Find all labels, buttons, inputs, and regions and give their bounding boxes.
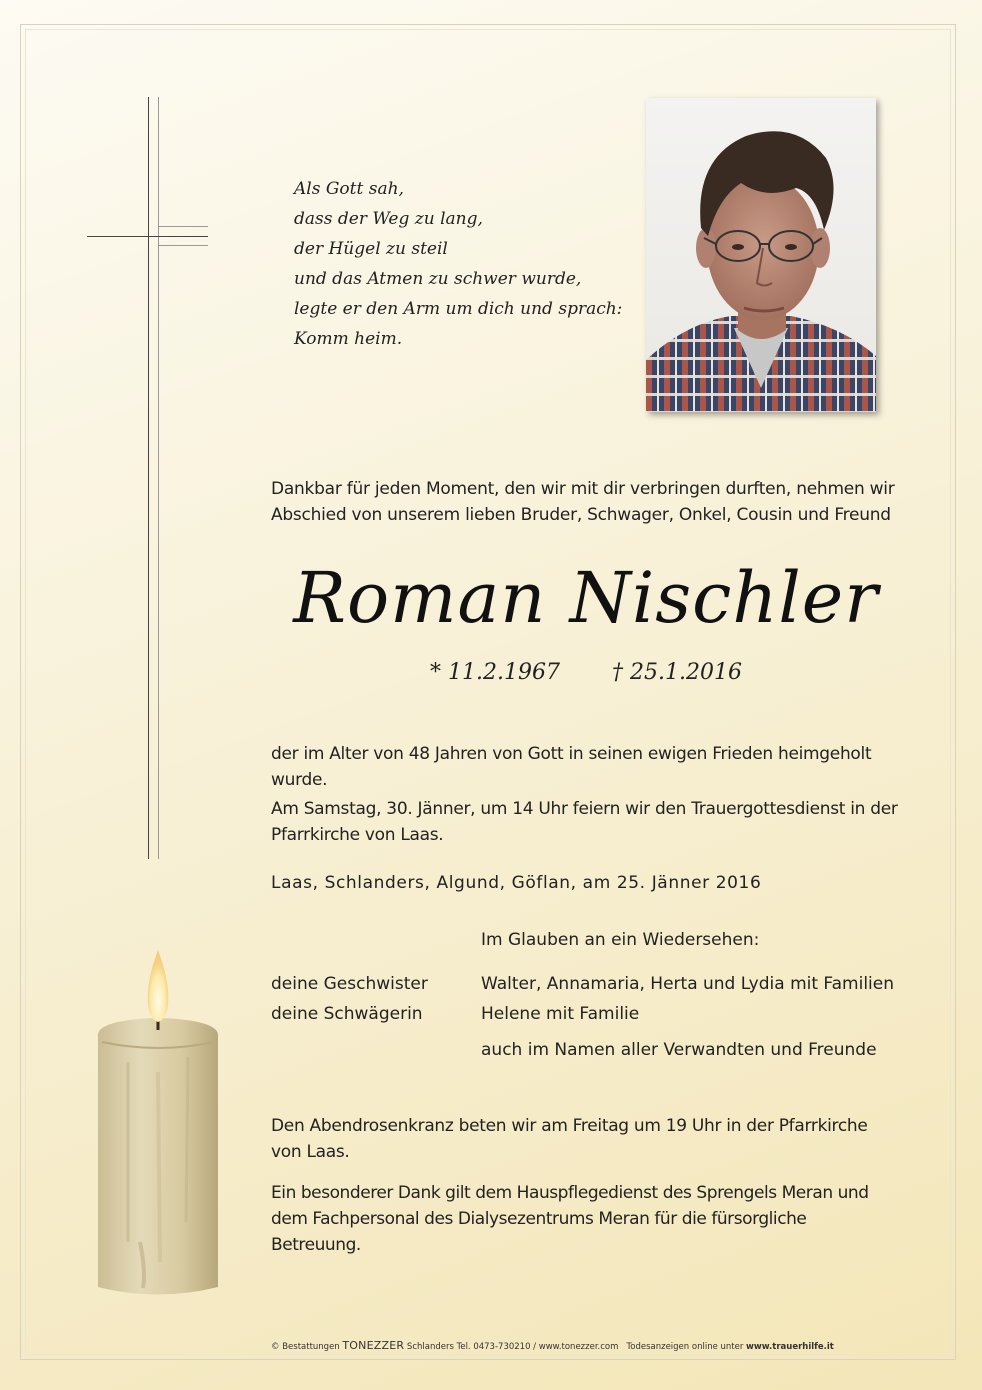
birth-date: * 11.2.1967 [430, 660, 560, 685]
footer-contact[interactable]: Tel. 0473-730210 / www.tonezzer.com [456, 1342, 619, 1352]
poem [294, 174, 634, 354]
age-paragraph: der im Alter von 48 Jahren von Gott in seinen ewigen Frieden heimgeholt wurde. [271, 744, 872, 790]
portrait-image [646, 98, 876, 412]
footer-city: Schlanders [406, 1342, 454, 1352]
footer-online-link[interactable]: www.trauerhilfe.it [746, 1342, 834, 1352]
death-date: † 25.1.2016 [612, 660, 742, 685]
service-paragraph: Am Samstag, 30. Jänner, um 14 Uhr feiern wir den Trauergottesdienst in der Pfarrkirche von Laas. [271, 799, 898, 845]
poem-line: der Hügel zu steil [294, 239, 448, 259]
intro-text: Dankbar für jeden Moment, den wir mit dir verbringen durften, nehmen wir Abschied von unserem lieben Bruder, Schwager, Onkel, Cousin und Freund [271, 479, 895, 525]
poem-line: Komm heim. [294, 329, 403, 349]
relative-names: Helene mit Familie [481, 1004, 640, 1024]
portrait-photo [646, 98, 876, 412]
thanks-paragraph: Ein besonderer Dank gilt dem Hauspflegedienst des Sprengels Meran und dem Fachpersonal des Dialysezentrums Meran für die fürsorgliche Betreuung. [271, 1183, 869, 1255]
rosary-paragraph: Den Abendrosenkranz beten wir am Freitag um 19 Uhr in der Pfarrkirche von Laas. [271, 1116, 868, 1162]
footer-online-label: Todesanzeigen online unter [626, 1342, 744, 1352]
place-date: Laas, Schlanders, Algund, Göflan, am 25. Jänner 2016 [271, 873, 762, 893]
poem-line: und das Atmen zu schwer wurde, [294, 269, 582, 289]
poem-line: Als Gott sah, [294, 179, 404, 199]
relative-names: Walter, Annamaria, Herta und Lydia mit Familien [481, 974, 895, 994]
footer [271, 1339, 901, 1354]
faith-line: Im Glauben an ein Wiedersehen: [481, 930, 760, 950]
relation-label: deine Schwägerin [271, 1004, 423, 1024]
relation-label: deine Geschwister [271, 974, 428, 994]
life-dates [271, 658, 901, 688]
footer-company: TONEZZER [342, 1339, 405, 1352]
relative-names: auch im Namen aller Verwandten und Freunde [481, 1040, 877, 1060]
footer-prefix: © Bestattungen [271, 1342, 340, 1352]
candle-icon [88, 942, 228, 1302]
poem-line: dass der Weg zu lang, [294, 209, 483, 229]
deceased-name: Roman Nischler [293, 557, 879, 639]
poem-line: legte er den Arm um dich und sprach: [294, 299, 623, 319]
